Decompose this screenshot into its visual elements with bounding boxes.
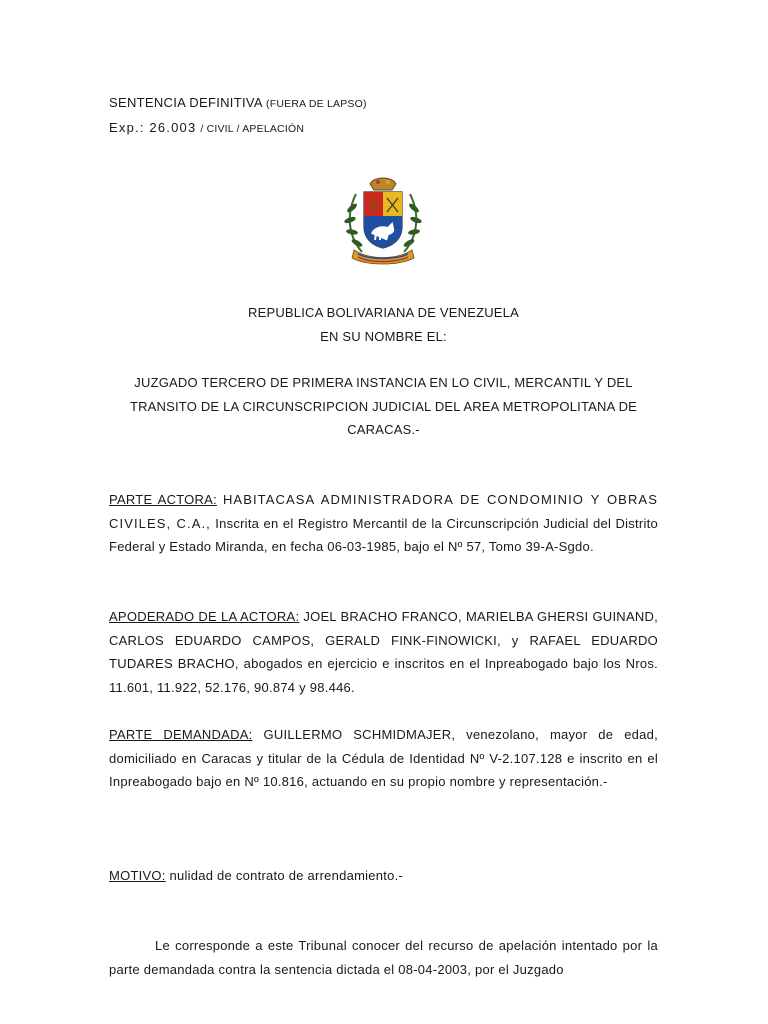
- parte-actora-label: PARTE ACTORA:: [109, 492, 217, 507]
- expediente-type: / CIVIL / APELACIÓN: [200, 123, 305, 135]
- apoderado-label: APODERADO DE LA ACTORA:: [109, 609, 300, 624]
- expediente-number: Exp.: 26.003: [109, 120, 197, 135]
- parte-demandada-text: GUILLERMO SCHMIDMAJER, venezolano, mayor de edad, domiciliado en Caracas y titular de la Cédula de Identidad Nº V-2.107.128 e inscrito en el Inpreabogado bajo en Nº 10.816, actuando en su propio nombre y representación.-: [109, 727, 658, 789]
- motivo-section: [109, 864, 658, 888]
- expediente-line: [109, 116, 367, 141]
- sentencia-note: (FUERA DE LAPSO): [266, 98, 367, 110]
- coat-of-arms-venezuela-icon: [340, 174, 426, 266]
- republic-line: REPUBLICA BOLIVARIANA DE VENEZUELA: [248, 305, 519, 320]
- parte-actora-name: HABITACASA ADMINISTRADORA DE CONDOMINIO Y OBRAS CIVILES, C.A.,: [109, 492, 658, 531]
- parte-actora-text: Inscrita en el Registro Mercantil de la Circunscripción Judicial del Distrito Federal y Estado Miranda, en fecha 06-03-1985, bajo el Nº 57, Tomo 39-A-Sgdo.: [109, 515, 658, 554]
- court-heading: [109, 371, 658, 442]
- apoderado-text: JOEL BRACHO FRANCO, MARIELBA GHERSI GUINAND, CARLOS EDUARDO CAMPOS, GERALD FINK-FINOWICKI, y RAFAEL EDUARDO TUDARES BRACHO, abogados en ejercicio e inscritos en el Inpreabogado bajo los Nros. 11.601, 11.922, 52.176, 90.874 y 98.446.: [109, 609, 658, 695]
- court-line-1: JUZGADO TERCERO DE PRIMERA INSTANCIA EN LO CIVIL, MERCANTIL Y DEL: [134, 375, 633, 390]
- court-line-2: TRANSITO DE LA CIRCUNSCRIPCION JUDICIAL DEL AREA METROPOLITANA DE: [129, 398, 638, 414]
- republic-heading: [109, 301, 658, 348]
- motivo-text: nulidad de contrato de arrendamiento.-: [169, 868, 404, 883]
- body-text: Le corresponde a este Tribunal conocer del recurso de apelación intentado por la parte demandada contra la sentencia dictada el 08-04-2003, por el Juzgado: [109, 938, 658, 977]
- case-header: [109, 91, 367, 141]
- parte-demandada-label: PARTE DEMANDADA:: [109, 727, 253, 742]
- motivo-label: MOTIVO:: [109, 868, 166, 883]
- apoderado-section: [109, 605, 658, 699]
- sentencia-line: [109, 91, 367, 116]
- sentencia-title: SENTENCIA DEFINITIVA: [109, 95, 263, 110]
- parte-actora-section: [109, 488, 658, 559]
- parte-demandada-section: [109, 723, 658, 794]
- body-paragraph: [109, 934, 658, 981]
- court-line-3: CARACAS.-: [347, 422, 420, 437]
- name-line: EN SU NOMBRE EL:: [320, 328, 447, 344]
